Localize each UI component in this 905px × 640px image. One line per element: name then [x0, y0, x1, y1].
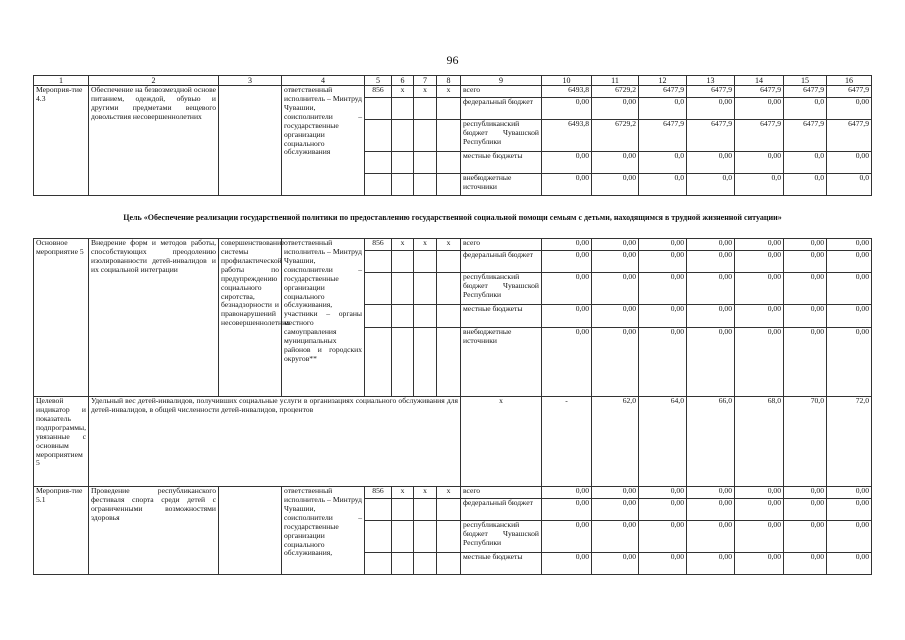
- budget-code: [365, 499, 392, 521]
- value-cell: 0,00: [542, 251, 592, 273]
- value-cell: 0,00: [687, 487, 735, 499]
- value-cell: 0,00: [827, 273, 872, 305]
- budget-code: [392, 120, 414, 152]
- value-cell: 0,00: [827, 251, 872, 273]
- value-cell: 0,00: [784, 521, 827, 553]
- header-cell: 8: [437, 76, 461, 86]
- value-cell: 0,00: [592, 152, 639, 174]
- budget-code: x: [392, 487, 414, 499]
- value-cell: 0,00: [592, 239, 639, 251]
- responsible: ответственный исполнитель – Минтруд Чувашии, соисполнители – государственные организации социального обслуживания, участники – органы местного самоуправления муниципальных районов и городских округов**: [282, 239, 365, 397]
- funding-source: федеральный бюджет: [461, 98, 542, 120]
- event-code: Мероприя-тие 4.3: [34, 86, 89, 196]
- value-cell: 6477,9: [735, 86, 784, 98]
- event-name: Проведение республиканского фестиваля спорта среди детей с ограниченными возможностями здоровья: [89, 487, 219, 575]
- value-cell: 6729,2: [592, 120, 639, 152]
- indicator-value: 70,0: [784, 397, 827, 487]
- event-name: Внедрение форм и методов работы, способствующих преодолению изолированности детей-инвалидов и их социальной интеграции: [89, 239, 219, 397]
- value-cell: 6729,2: [592, 86, 639, 98]
- budget-code: x: [437, 239, 461, 251]
- header-cell: 7: [414, 76, 437, 86]
- budget-code: [392, 273, 414, 305]
- header-cell: 3: [219, 76, 282, 86]
- value-cell: 0,00: [784, 328, 827, 397]
- budget-code: [414, 553, 437, 575]
- value-cell: 0,00: [639, 328, 687, 397]
- budget-code: [392, 499, 414, 521]
- value-cell: 0,00: [735, 251, 784, 273]
- header-cell: 5: [365, 76, 392, 86]
- responsible: ответственный исполнитель – Минтруд Чувашии, соисполнители – государственные организации социального обслуживания: [282, 86, 365, 196]
- table-row: [34, 487, 872, 499]
- value-cell: 0,00: [735, 553, 784, 575]
- indicator-text: Удельный вес детей-инвалидов, получивших социальные услуги в организациях социального обслуживания для детей-инвалидов, в общей численности детей-инвалидов, процентов: [89, 397, 461, 487]
- funding-source: местные бюджеты: [461, 305, 542, 328]
- budget-code: [365, 152, 392, 174]
- value-cell: 0,00: [542, 174, 592, 196]
- budget-code: [365, 98, 392, 120]
- value-cell: 0,00: [542, 98, 592, 120]
- event-goal: совершенствование системы профилактической работы по предупреждению социального сиротства, безнадзорности и правонарушений несовершеннолетних: [219, 239, 282, 397]
- budget-code: [414, 273, 437, 305]
- value-cell: 0,00: [592, 553, 639, 575]
- budget-code: [437, 152, 461, 174]
- indicator-value: 62,0: [592, 397, 639, 487]
- budget-code: [414, 152, 437, 174]
- value-cell: 0,00: [784, 273, 827, 305]
- value-cell: 0,00: [687, 521, 735, 553]
- budget-code: [437, 98, 461, 120]
- budget-code: [365, 328, 392, 397]
- budget-code: [392, 152, 414, 174]
- budget-code: x: [414, 487, 437, 499]
- value-cell: 0,00: [735, 273, 784, 305]
- funding-source: федеральный бюджет: [461, 499, 542, 521]
- value-cell: 0,00: [827, 487, 872, 499]
- value-cell: 0,00: [639, 273, 687, 305]
- header-cell: 2: [89, 76, 219, 86]
- value-cell: 0,00: [784, 251, 827, 273]
- header-row: [34, 76, 872, 86]
- budget-code: [414, 499, 437, 521]
- value-cell: 0,00: [639, 239, 687, 251]
- value-cell: 0,00: [735, 487, 784, 499]
- budget-code: x: [392, 239, 414, 251]
- value-cell: 0,00: [827, 328, 872, 397]
- value-cell: 0,00: [735, 499, 784, 521]
- budget-code: [365, 273, 392, 305]
- value-cell: 0,00: [542, 273, 592, 305]
- value-cell: 0,00: [687, 251, 735, 273]
- value-cell: 0,00: [687, 328, 735, 397]
- value-cell: 0,00: [784, 239, 827, 251]
- budget-table: [33, 75, 872, 575]
- value-cell: 0,00: [592, 487, 639, 499]
- budget-code: [392, 305, 414, 328]
- value-cell: 0,0: [735, 174, 784, 196]
- value-cell: 0,00: [639, 553, 687, 575]
- event-name: Обеспечение на безвозмездной основе питанием, одеждой, обувью и другими предметами вещевого довольствия несовершеннолетних: [89, 86, 219, 196]
- table-row: [34, 86, 872, 98]
- value-cell: 0,00: [639, 305, 687, 328]
- header-cell: 6: [392, 76, 414, 86]
- header-cell: 4: [282, 76, 365, 86]
- funding-source: республиканский бюджет Чувашской Республики: [461, 521, 542, 553]
- funding-source: внебюджетные источники: [461, 174, 542, 196]
- value-cell: 6477,9: [827, 120, 872, 152]
- value-cell: 0,00: [735, 305, 784, 328]
- value-cell: 0,00: [827, 239, 872, 251]
- budget-code: [365, 521, 392, 553]
- value-cell: 0,0: [639, 98, 687, 120]
- value-cell: 0,00: [735, 521, 784, 553]
- value-cell: 0,00: [687, 499, 735, 521]
- value-cell: 0,00: [784, 553, 827, 575]
- value-cell: 0,0: [639, 174, 687, 196]
- budget-code: x: [437, 487, 461, 499]
- value-cell: 0,00: [784, 305, 827, 328]
- header-cell: 12: [639, 76, 687, 86]
- value-cell: 0,00: [639, 521, 687, 553]
- value-cell: 0,00: [735, 152, 784, 174]
- event-code: Основное мероприятие 5: [34, 239, 89, 397]
- value-cell: 0,00: [639, 487, 687, 499]
- budget-code: [392, 521, 414, 553]
- value-cell: 0,0: [827, 174, 872, 196]
- budget-code: [365, 120, 392, 152]
- indicator-value: 68,0: [735, 397, 784, 487]
- value-cell: 0,00: [687, 98, 735, 120]
- value-cell: 6477,9: [827, 86, 872, 98]
- value-cell: 0,00: [827, 152, 872, 174]
- indicator-source: x: [461, 397, 542, 487]
- header-cell: 15: [784, 76, 827, 86]
- value-cell: 0,00: [542, 553, 592, 575]
- budget-code: [414, 521, 437, 553]
- table-row: [34, 239, 872, 251]
- value-cell: 6477,9: [735, 120, 784, 152]
- value-cell: 6477,9: [784, 86, 827, 98]
- value-cell: 0,00: [592, 499, 639, 521]
- value-cell: 0,00: [542, 521, 592, 553]
- value-cell: 0,00: [687, 152, 735, 174]
- indicator-row: [34, 397, 872, 487]
- budget-code: [392, 553, 414, 575]
- header-cell: 13: [687, 76, 735, 86]
- budget-code: [392, 251, 414, 273]
- budget-code: 856: [365, 487, 392, 499]
- responsible: ответственный исполнитель – Минтруд Чувашии, соисполнители – государственные организации социального обслуживания,: [282, 487, 365, 575]
- value-cell: 0,00: [827, 499, 872, 521]
- budget-code: 856: [365, 239, 392, 251]
- value-cell: 0,00: [542, 328, 592, 397]
- value-cell: 0,0: [639, 152, 687, 174]
- value-cell: 0,0: [784, 98, 827, 120]
- funding-source: местные бюджеты: [461, 553, 542, 575]
- value-cell: 0,00: [592, 98, 639, 120]
- budget-code: [437, 521, 461, 553]
- budget-code: x: [392, 86, 414, 98]
- budget-code: [414, 98, 437, 120]
- funding-source: всего: [461, 239, 542, 251]
- funding-source: республиканский бюджет Чувашской Республики: [461, 273, 542, 305]
- goal-row: [34, 196, 872, 239]
- budget-code: [414, 174, 437, 196]
- budget-code: [437, 120, 461, 152]
- budget-code: [414, 120, 437, 152]
- budget-code: [437, 499, 461, 521]
- header-cell: 16: [827, 76, 872, 86]
- value-cell: 0,00: [542, 499, 592, 521]
- funding-source: всего: [461, 487, 542, 499]
- indicator-value: 72,0: [827, 397, 872, 487]
- event-goal: [219, 487, 282, 575]
- value-cell: 0,0: [687, 174, 735, 196]
- header-cell: 1: [34, 76, 89, 86]
- value-cell: 6477,9: [639, 86, 687, 98]
- value-cell: 0,00: [735, 98, 784, 120]
- value-cell: 0,00: [592, 273, 639, 305]
- value-cell: 0,00: [542, 239, 592, 251]
- budget-code: [437, 174, 461, 196]
- value-cell: 0,00: [542, 305, 592, 328]
- value-cell: 0,00: [542, 152, 592, 174]
- budget-code: 856: [365, 86, 392, 98]
- value-cell: 0,00: [639, 251, 687, 273]
- budget-code: [437, 553, 461, 575]
- event-code: Мероприя-тие 5.1: [34, 487, 89, 575]
- value-cell: 6477,9: [784, 120, 827, 152]
- budget-code: [437, 328, 461, 397]
- header-cell: 11: [592, 76, 639, 86]
- budget-code: [365, 174, 392, 196]
- budget-code: [414, 305, 437, 328]
- header-cell: 9: [461, 76, 542, 86]
- event-goal: [219, 86, 282, 196]
- value-cell: 0,00: [592, 174, 639, 196]
- budget-code: [392, 98, 414, 120]
- value-cell: 0,00: [592, 328, 639, 397]
- budget-code: x: [437, 86, 461, 98]
- value-cell: 0,00: [687, 239, 735, 251]
- funding-source: республиканский бюджет Чувашской Республики: [461, 120, 542, 152]
- value-cell: 0,00: [735, 328, 784, 397]
- budget-code: [437, 273, 461, 305]
- page-number: 96: [446, 53, 459, 67]
- budget-code: x: [414, 239, 437, 251]
- value-cell: 0,0: [784, 152, 827, 174]
- funding-source: федеральный бюджет: [461, 251, 542, 273]
- value-cell: 0,00: [592, 251, 639, 273]
- header-cell: 10: [542, 76, 592, 86]
- budget-code: [392, 328, 414, 397]
- budget-code: [414, 328, 437, 397]
- value-cell: 0,00: [592, 521, 639, 553]
- value-cell: 6477,9: [687, 120, 735, 152]
- budget-code: [392, 174, 414, 196]
- budget-code: [437, 251, 461, 273]
- indicator-value: 66,0: [687, 397, 735, 487]
- value-cell: 0,00: [784, 499, 827, 521]
- value-cell: 0,00: [827, 553, 872, 575]
- goal-heading: Цель «Обеспечение реализации государственной политики по предоставлению государственной социальной помощи семьям с детьми, находящимся в трудной жизненной ситуации»: [34, 196, 872, 239]
- value-cell: 6477,9: [639, 120, 687, 152]
- budget-code: [365, 251, 392, 273]
- value-cell: 0,00: [687, 273, 735, 305]
- budget-code: [365, 553, 392, 575]
- budget-code: [414, 251, 437, 273]
- budget-code: x: [414, 86, 437, 98]
- value-cell: 0,00: [592, 305, 639, 328]
- value-cell: 0,00: [827, 98, 872, 120]
- value-cell: 0,00: [687, 305, 735, 328]
- funding-source: местные бюджеты: [461, 152, 542, 174]
- value-cell: 0,00: [784, 487, 827, 499]
- value-cell: 0,00: [687, 553, 735, 575]
- value-cell: 0,00: [542, 487, 592, 499]
- value-cell: 0,00: [735, 239, 784, 251]
- value-cell: 6493,8: [542, 86, 592, 98]
- value-cell: 0,0: [784, 174, 827, 196]
- budget-code: [365, 305, 392, 328]
- value-cell: 6477,9: [687, 86, 735, 98]
- indicator-value: -: [542, 397, 592, 487]
- value-cell: 6493,8: [542, 120, 592, 152]
- indicator-code: Целевой индикатор и показатель подпрограммы, увязанные с основным мероприятием 5: [34, 397, 89, 487]
- value-cell: 0,00: [639, 499, 687, 521]
- funding-source: всего: [461, 86, 542, 98]
- value-cell: 0,00: [827, 521, 872, 553]
- funding-source: внебюджетные источники: [461, 328, 542, 397]
- budget-code: [437, 305, 461, 328]
- indicator-value: 64,0: [639, 397, 687, 487]
- header-cell: 14: [735, 76, 784, 86]
- value-cell: 0,00: [827, 305, 872, 328]
